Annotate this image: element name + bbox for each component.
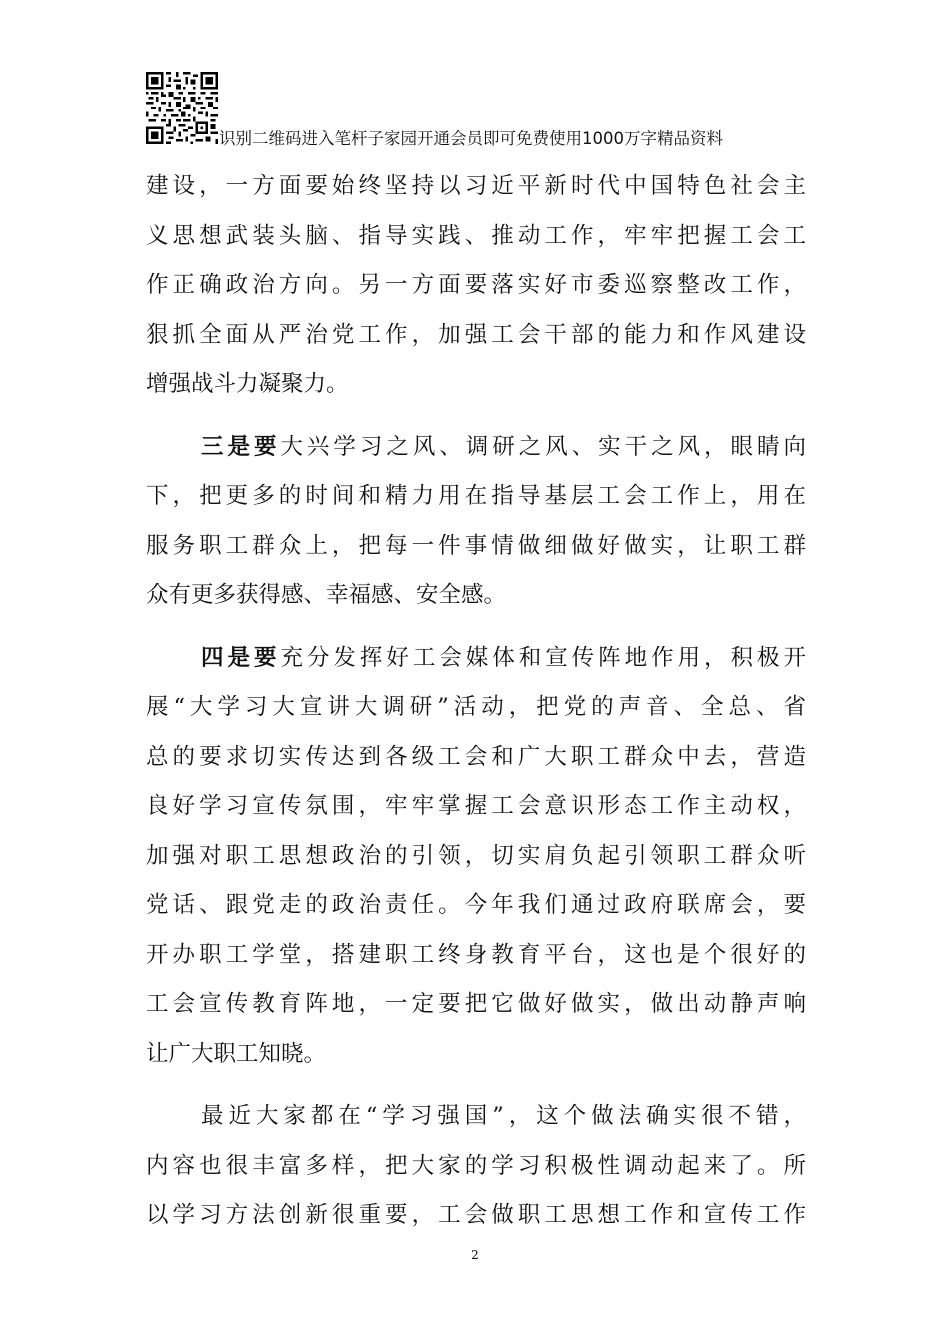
text-line-first xyxy=(146,423,806,473)
text-line: 让广大职工知晓。 xyxy=(146,1040,327,1067)
document-body xyxy=(146,162,806,1241)
text-line: 服务职工群众上，把每一件事情做细做好做实，让职工群 xyxy=(146,532,806,559)
text-line-rest: 充分发挥好工会媒体和宣传阵地作用，积极开 xyxy=(280,644,806,671)
text-line: 党话、跟党走的政治责任。今年我们通过政府联席会，要 xyxy=(146,892,806,918)
text-line: 下，把更多的时间和精力用在指导基层工会工作上，用在 xyxy=(146,483,806,509)
text-line-first: 最近大家都在“学习强国”，这个做法确实很不错， xyxy=(201,1103,806,1129)
paragraph-4 xyxy=(146,1092,806,1241)
paragraph-lead: 四是要 xyxy=(201,644,281,671)
text-line: 总的要求切实传达到各级工会和广大职工群众中去，营造 xyxy=(146,743,806,770)
paragraph-lead: 三是要 xyxy=(201,433,281,460)
text-line: 建设，一方面要始终坚持以习近平新时代中国特色社会主 xyxy=(146,173,806,199)
qr-code-graphic xyxy=(146,72,218,144)
paragraph-spacer xyxy=(146,1079,806,1092)
text-line: 义思想武装头脑、指导实践、推动工作，牢牢把握工会工 xyxy=(146,222,806,249)
paragraph-spacer xyxy=(146,410,806,423)
paragraph-2 xyxy=(146,423,806,621)
text-line: 加强对职工思想政治的引领，切实肩负起引领职工群众听 xyxy=(146,842,806,869)
text-line: 工会宣传教育阵地，一定要把它做好做实，做出动静声响 xyxy=(146,991,806,1017)
text-line: 内容也很丰富多样，把大家的学习积极性调动起来了。所 xyxy=(146,1152,806,1179)
page-number: 2 xyxy=(471,1248,479,1262)
paragraph-1 xyxy=(146,162,806,410)
text-line: 以学习方法创新很重要，工会做职工思想工作和宣传工作 xyxy=(146,1202,806,1228)
text-line: 开办职工学堂，搭建职工终身教育平台，这也是个很好的 xyxy=(146,941,806,968)
text-line: 狠抓全面从严治党工作，加强工会干部的能力和作风建设 xyxy=(146,321,806,348)
qr-code-icon xyxy=(146,72,218,144)
text-line-first xyxy=(146,634,806,684)
text-line: 众有更多获得感、幸福感、安全感。 xyxy=(146,582,507,608)
text-line: 良好学习宣传氛围，牢牢掌握工会意识形态工作主动权， xyxy=(146,793,806,819)
paragraph-3 xyxy=(146,634,806,1080)
text-line: 增强战斗力凝聚力。 xyxy=(146,371,349,397)
text-line: 展“大学习大宣讲大调研”活动，把党的声音、全总、省 xyxy=(146,694,806,720)
text-line: 作正确政治方向。另一方面要落实好市委巡察整改工作， xyxy=(146,272,806,298)
text-line-rest: 大兴学习之风、调研之风、实干之风，眼睛向 xyxy=(280,433,806,460)
paragraph-spacer xyxy=(146,621,806,634)
member-notice: 识别二维码进入笔杆子家园开通会员即可免费使用1000万字精品资料 xyxy=(219,129,723,148)
